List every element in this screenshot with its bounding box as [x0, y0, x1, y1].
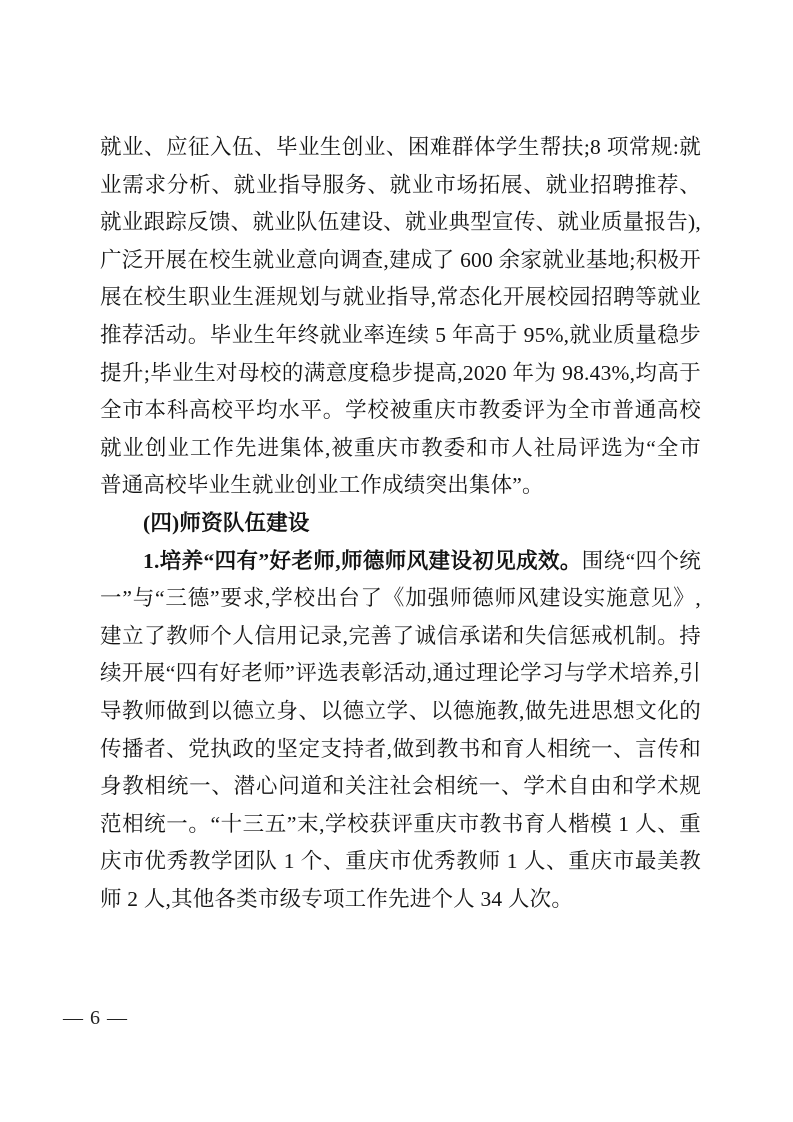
page-footer: [63, 1005, 128, 1031]
paragraph-teacher-ethics: [100, 543, 701, 919]
paragraph-teacher-ethics-rest: 围绕“四个统一”与“三德”要求,学校出台了《加强师德师风建设实施意见》,建立了教师个人信用记录,完善了诚信承诺和失信惩戒机制。持续开展“四有好老师”评选表彰活动,通过理论学习与学术培养,引导教师做到以德立身、以德立学、以德施教,做先进思想文化的传播者、党执政的坚定支持者,做到教书和育人相统一、言传和身教相统一、潜心问道和关注社会相统一、学术自由和学术规范相统一。“十三五”末,学校获评重庆市教书育人楷模 1 人、重庆市优秀教学团队 1 个、重庆市优秀教师 1 人、重庆市最美教师 2 人,其他各类市级专项工作先进个人 34 人次。: [100, 548, 701, 911]
section-heading-teacher-team: (四)师资队伍建设: [143, 510, 310, 535]
paragraph-employment: 就业、应征入伍、毕业生创业、困难群体学生帮扶;8 项常规:就业需求分析、就业指导服务、就业市场拓展、就业招聘推荐、就业跟踪反馈、就业队伍建设、就业典型宣传、就业质量报告),广泛开展在校生就业意向调查,建成了 600 余家就业基地;积极开展在校生职业生涯规划与就业指导,常态化开展校园招聘等就业推荐活动。毕业生年终就业率连续 5 年高于 95%,就业质量稳步提升;毕业生对母校的满意度稳步提高,2020 年为 98.43%,均高于全市本科高校平均水平。学校被重庆市教委评为全市普通高校就业创业工作先进集体,被重庆市教委和市人社局评选为“全市普通高校毕业生就业创业工作成绩突出集体”。: [100, 135, 701, 498]
page-body: [100, 129, 701, 918]
paragraph-teacher-ethics-lead: 1.培养“四有”好老师,师德师风建设初见成效。: [143, 548, 582, 573]
page-number: — 6 —: [63, 1007, 128, 1029]
